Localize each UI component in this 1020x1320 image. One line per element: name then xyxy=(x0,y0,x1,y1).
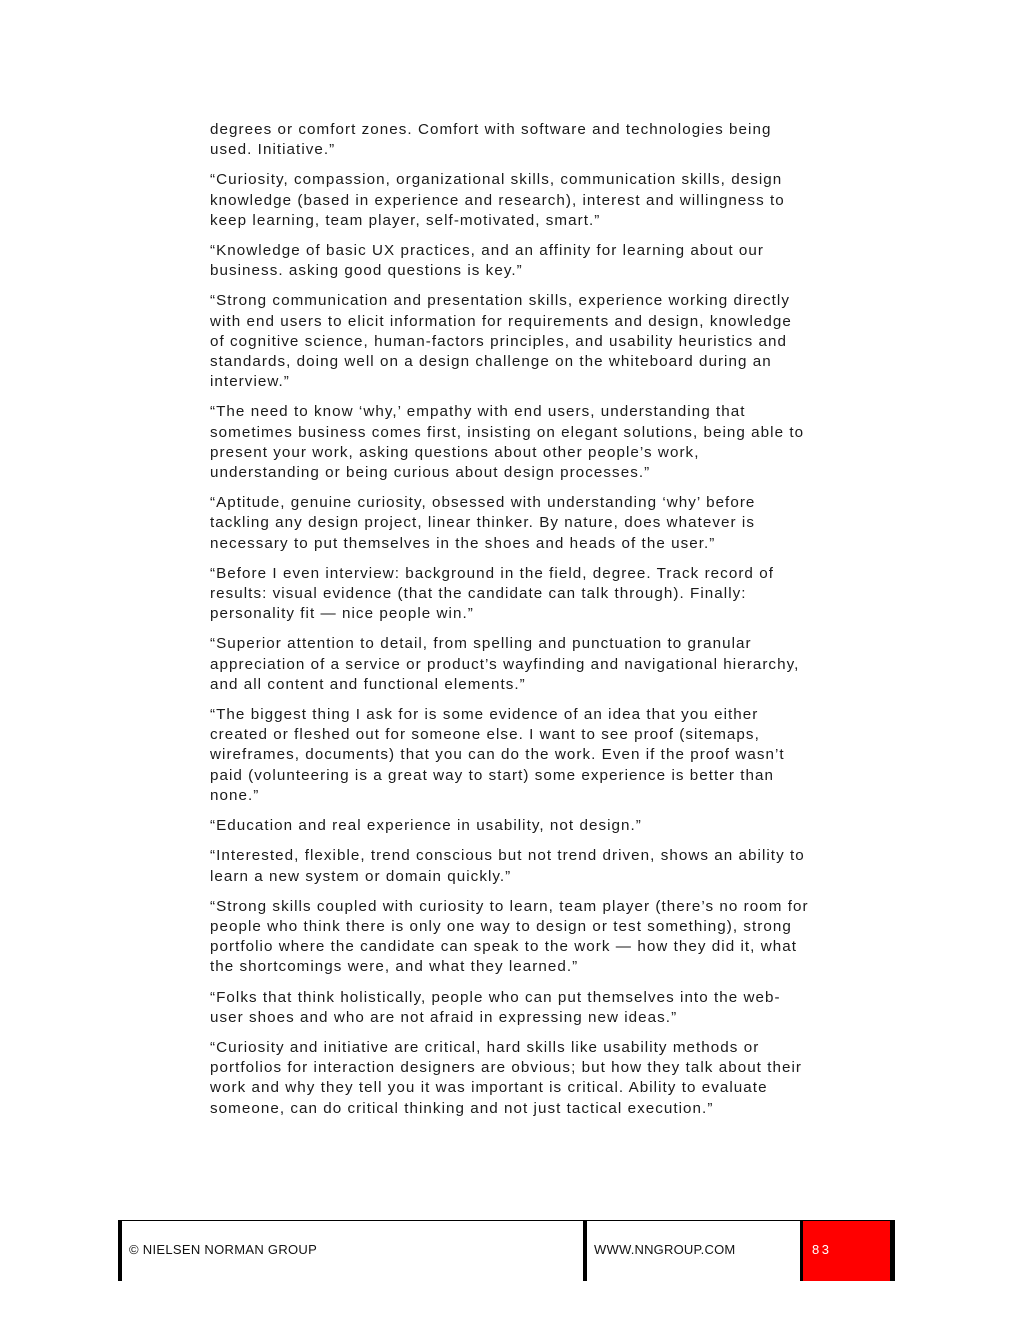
footer-divider xyxy=(890,1221,895,1281)
footer-copyright: © NIELSEN NORMAN GROUP xyxy=(129,1242,318,1257)
quote-paragraph: “Interested, flexible, trend conscious but not trend driven, shows an ability to learn a new system or domain quickly.” xyxy=(210,847,805,885)
footer-divider xyxy=(800,1221,803,1281)
quote-paragraph: degrees or comfort zones. Comfort with software and technologies being used. Initiative.” xyxy=(210,121,772,159)
quote-paragraph: “Curiosity, compassion, organizational skills, communication skills, design knowledge (based in experience and research), interest and willingness to keep learning, team player, self-motivated, smart.” xyxy=(210,171,785,229)
quote-paragraph: “Aptitude, genuine curiosity, obsessed with understanding ‘why’ before tackling any design project, linear thinker. By nature, does whatever is necessary to put themselves in the shoes and heads of the user.” xyxy=(210,494,756,552)
quote-paragraph: “The biggest thing I ask for is some evidence of an idea that you either created or fleshed out for someone else. I want to see proof (sitemaps, wireframes, documents) that you can do the work. Even if the proof wasn’t paid (volunteering is a great way to start) some experience is better than none.” xyxy=(210,706,785,804)
quote-paragraph: “Knowledge of basic UX practices, and an affinity for learning about our business. asking good questions is key.” xyxy=(210,242,765,280)
quote-paragraph: “Strong skills coupled with curiosity to learn, team player (there’s no room for people who think there is only one way to design or test something), strong portfolio where the candidate can speak to the work — how they did it, what the shortcomings were, and what they learned.” xyxy=(210,897,809,976)
quote-paragraph: “Education and real experience in usability, not design.” xyxy=(210,817,642,835)
quote-paragraph: “Strong communication and presentation skills, experience working directly with end users to elicit information for requirements and design, knowledge of cognitive science, human-factors principles, and usability heuristics and standards, doing well on a design challenge on the whiteboard during an interview.” xyxy=(210,292,792,391)
page-number: 83 xyxy=(812,1242,832,1257)
quote-paragraph: “Folks that think holistically, people who can put themselves into the web-user shoes and who are not afraid in expressing new ideas.” xyxy=(210,988,781,1026)
footer-website-url: WWW.NNGROUP.COM xyxy=(594,1242,736,1257)
page-footer xyxy=(118,1220,895,1281)
quote-paragraph: “Curiosity and initiative are critical, hard skills like usability methods or portfolios for interaction designers are obvious; but how they talk about their work and why they tell you it was important is critical. Ability to evaluate someone, can do critical thinking and not just tactical execution.” xyxy=(210,1038,803,1117)
quote-paragraph: “Before I even interview: background in the field, degree. Track record of results: visual evidence (that the candidate can talk through). Finally: personality fit — nice people win.” xyxy=(210,564,774,623)
page-number-box xyxy=(800,1221,890,1281)
document-body xyxy=(210,120,810,1129)
quote-paragraph: “Superior attention to detail, from spelling and punctuation to granular appreciation of a service or product’s wayfinding and navigational hierarchy, and all content and functional elements.” xyxy=(210,635,800,693)
footer-divider xyxy=(118,1221,122,1281)
quote-paragraph: “The need to know ‘why,’ empathy with end users, understanding that sometimes business comes first, insisting on elegant solutions, being able to present your work, asking questions about other people’s work, understanding or being curious about design processes.” xyxy=(210,403,805,482)
footer-divider xyxy=(583,1221,587,1281)
